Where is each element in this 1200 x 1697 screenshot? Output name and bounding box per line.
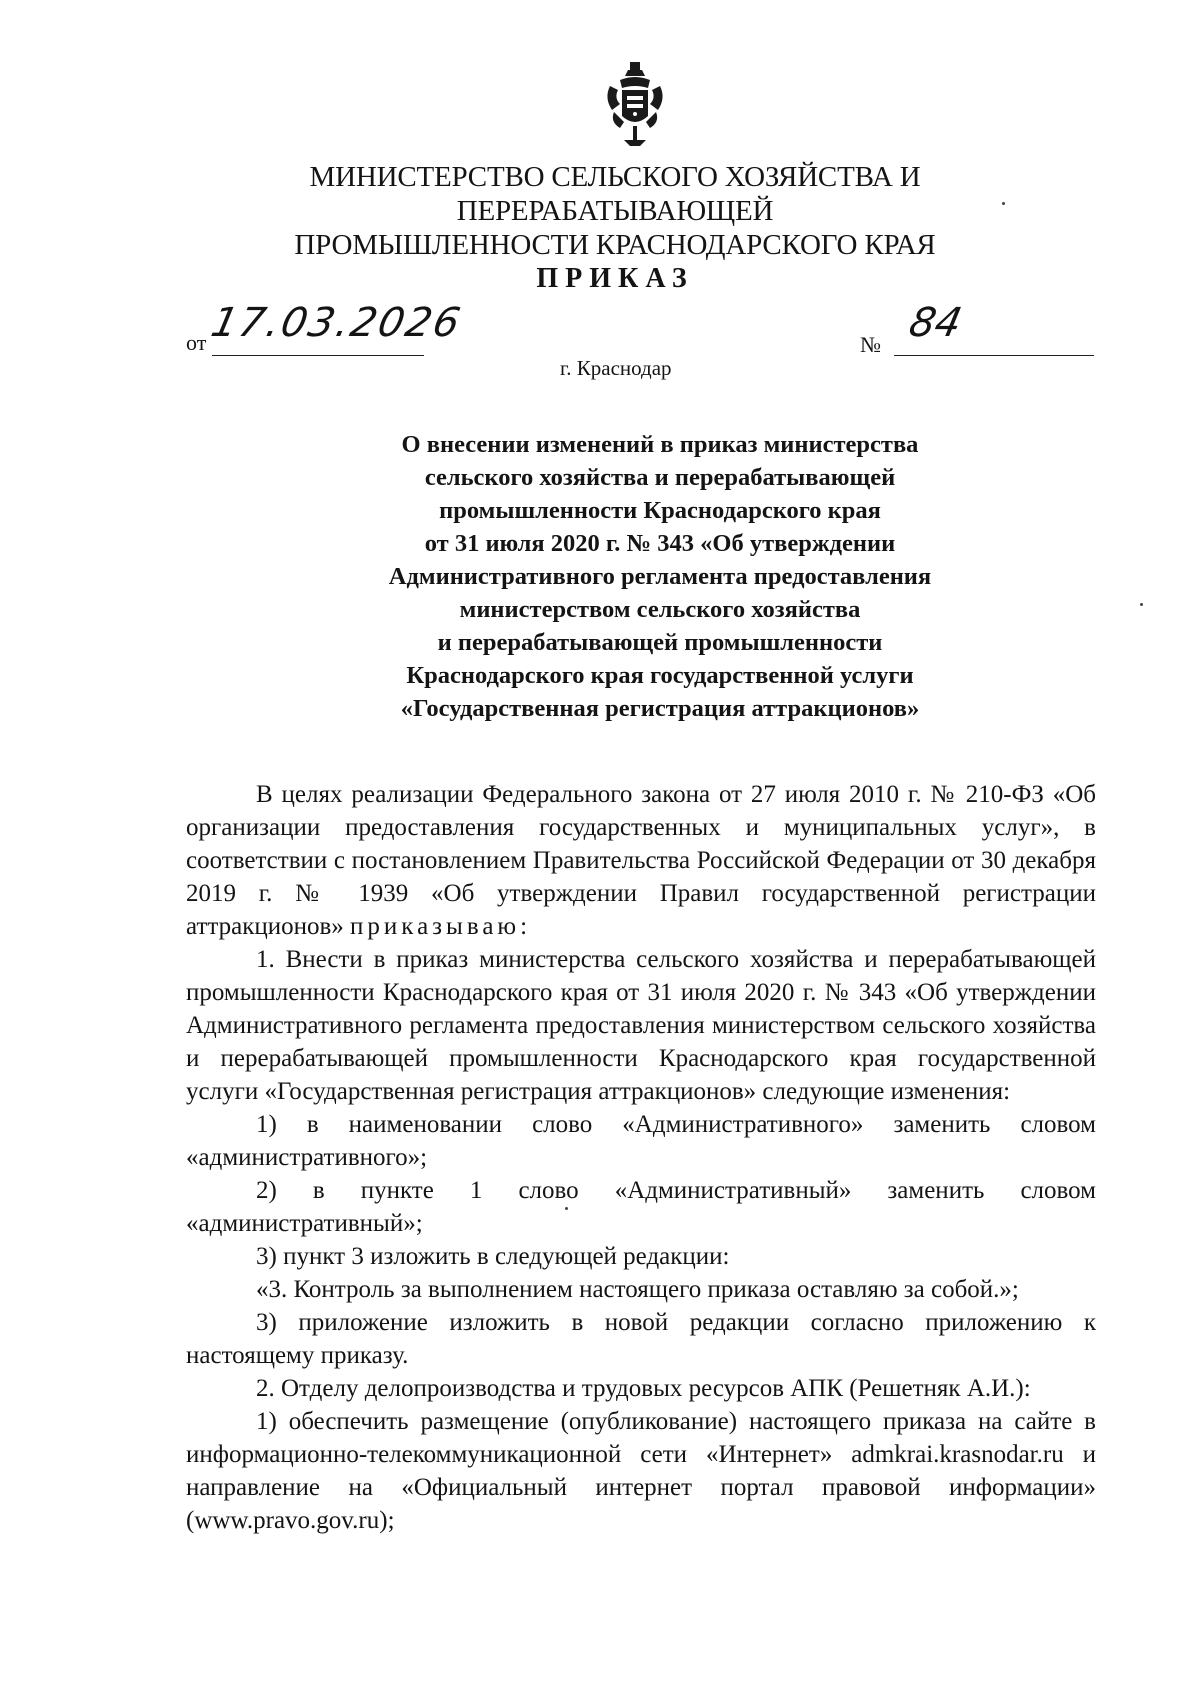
scan-speck <box>1140 603 1143 606</box>
handwritten-date: 17.03.2026 <box>207 300 466 346</box>
subject-line: Краснодарского края государственной услуги <box>406 662 914 689</box>
scan-speck <box>1002 202 1005 205</box>
body-paragraph: 2) в пункте 1 слово «Административный» заменить словом «административный»; <box>186 1177 1096 1237</box>
subject-line: Административного регламента предоставления <box>388 563 932 590</box>
krasnodar-krai-coat-of-arms-icon <box>600 58 670 148</box>
order-body <box>186 778 1096 1537</box>
subject-line: «Государственная регистрация аттракционов» <box>400 695 920 722</box>
body-paragraph: 1. Внести в приказ министерства сельского хозяйства и перерабатывающей промышленности Краснодарского края от 31 июля 2020 г. № 343 «Об утверждении Административного регламента предоставления министерством сельского хозяйства и перерабатывающей промышленности Краснодарского края государственной услуги «Государственная регистрация аттракционов» следующие изменения: <box>186 946 1096 1105</box>
order-directive: приказываю: <box>350 913 532 940</box>
number-prefix: № <box>860 332 881 357</box>
ministry-name-line-1: МИНИСТЕРСТВО СЕЛЬСКОГО ХОЗЯЙСТВА И ПЕРЕРАБАТЫВАЮЩЕЙ <box>309 161 921 227</box>
body-paragraph: 1) в наименовании слово «Административного» заменить словом «административного»; <box>186 1111 1096 1171</box>
order-subject <box>340 428 980 725</box>
subject-line: от 31 июля 2020 г. № 343 «Об утверждении <box>424 530 896 557</box>
subject-line: промышленности Краснодарского края <box>439 497 881 524</box>
body-paragraph: 3) пункт 3 изложить в следующей редакции: <box>256 1243 730 1270</box>
subject-line: министерством сельского хозяйства <box>459 596 861 623</box>
city: г. Краснодар <box>560 356 672 380</box>
body-paragraph: 2. Отделу делопроизводства и трудовых ресурсов АПК (Решетняк А.И.): <box>256 1375 1031 1402</box>
date-prefix: от <box>186 330 207 355</box>
ministry-name <box>150 160 1080 262</box>
body-paragraph: «3. Контроль за выполнением настоящего приказа оставляю за собой.»; <box>256 1276 1019 1303</box>
subject-line: сельского хозяйства и перерабатывающей <box>424 464 896 491</box>
subject-line: О внесении изменений в приказ министерства <box>401 431 919 458</box>
body-paragraph: 3) приложение изложить в новой редакции согласно приложению к настоящему приказу. <box>186 1309 1096 1369</box>
subject-line: и перерабатывающей промышленности <box>437 629 883 656</box>
handwritten-number: 84 <box>905 300 966 346</box>
date-underline <box>212 355 424 356</box>
scan-speck <box>565 1207 568 1210</box>
intro-paragraph <box>186 778 1096 943</box>
order-title: ПРИКАЗ <box>536 263 694 294</box>
number-underline <box>894 355 1094 356</box>
body-paragraph: 1) обеспечить размещение (опубликование) настоящего приказа на сайте в информационно-телекоммуникационной сети «Интернет» admkrai.krasnodar.ru и направление на «Официальный интернет портал правовой информации» (www.pravo.gov.ru); <box>186 1408 1096 1534</box>
intro-text: В целях реализации Федерального закона от 27 июля 2010 г. № 210-ФЗ «Об организации предоставления государственных и муниципальных услуг», в соответствии с постановлением Правительства Российской Федерации от 30 декабря 2019 г. № 1939 «Об утверждении Правил государственной регистрации аттракционов» <box>186 781 1096 940</box>
ministry-name-line-2: ПРОМЫШЛЕННОСТИ КРАСНОДАРСКОГО КРАЯ <box>294 229 936 261</box>
